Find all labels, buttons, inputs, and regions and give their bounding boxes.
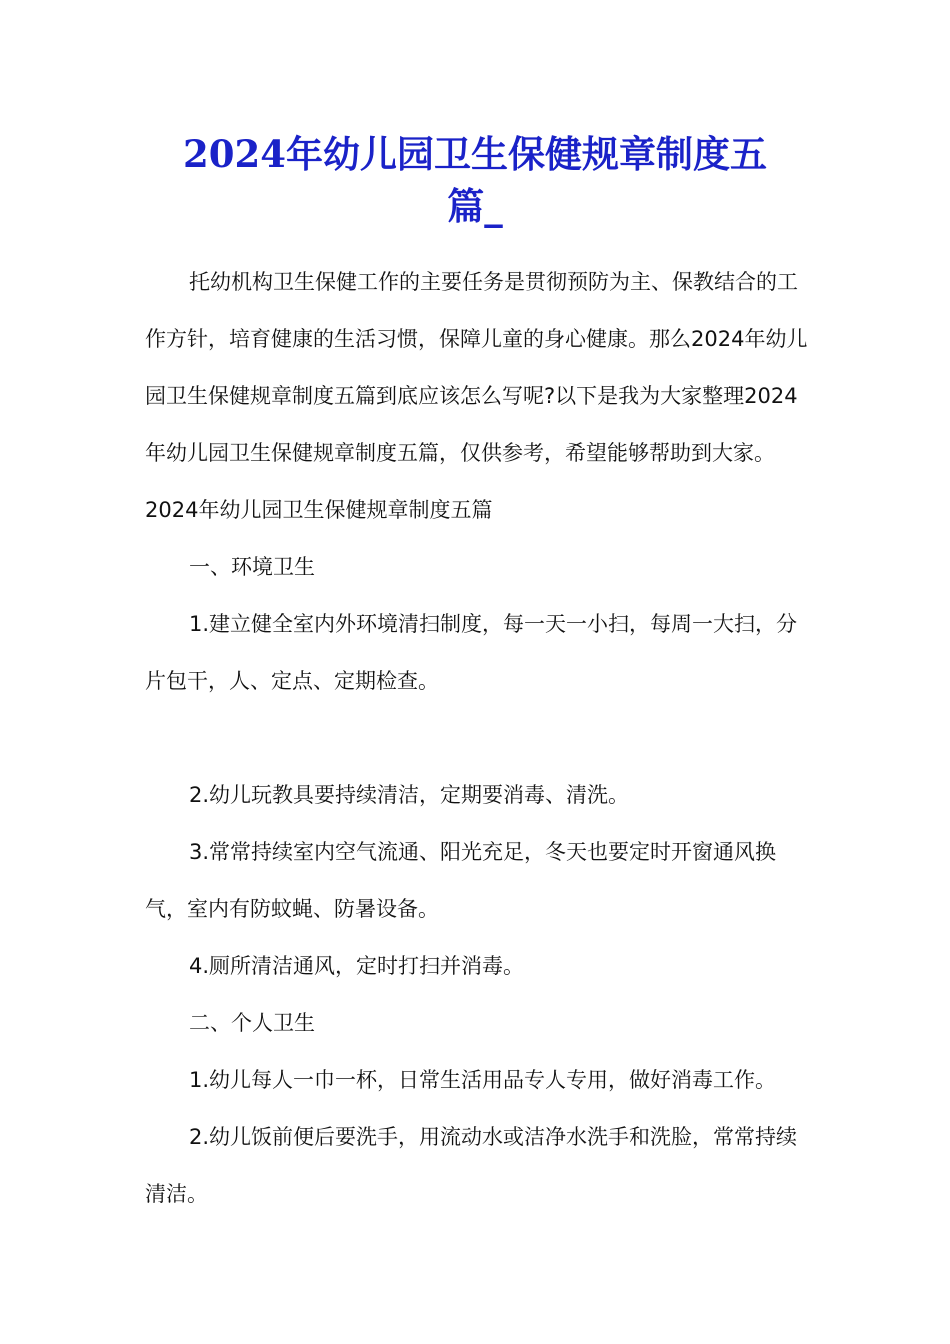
environment-item-3: 3.常常持续室内空气流通、阳光充足，冬天也要定时开窗通风换气，室内有防蚊蝇、防暑设备。 bbox=[145, 840, 777, 921]
personal-item-1: 1.幼儿每人一巾一杯，日常生活用品专人专用，做好消毒工作。 bbox=[189, 1068, 777, 1092]
document-title bbox=[140, 128, 810, 232]
environment-item-1: 1.建立健全室内外环境清扫制度，每一天一小扫，每周一大扫，分片包干，人、定点、定期检查。 bbox=[145, 612, 798, 693]
intro-paragraph: 托幼机构卫生保健工作的主要任务是贯彻预防为主、保教结合的工作方针，培育健康的生活习惯，保障儿童的身心健康。那么2024年幼儿园卫生保健规章制度五篇到底应该怎么写呢?以下是我为大家整理2024年幼儿园卫生保健规章制度五篇，仅供参考，希望能够帮助到大家。2024年幼儿园卫生保健规章制度五篇 bbox=[145, 270, 808, 522]
environment-item-4: 4.厕所清洁通风，定时打扫并消毒。 bbox=[189, 954, 525, 978]
intro-paragraph-block bbox=[145, 254, 815, 710]
body-block-2 bbox=[145, 767, 815, 1223]
environment-item-2: 2.幼儿玩教具要持续清洁，定期要消毒、清洗。 bbox=[189, 783, 630, 807]
title-line-2: 篇_ bbox=[447, 184, 503, 228]
title-line-1: 2024年幼儿园卫生保健规章制度五 bbox=[183, 132, 767, 176]
section-heading-personal: 二、个人卫生 bbox=[189, 1011, 315, 1035]
section-heading-environment: 一、环境卫生 bbox=[189, 555, 315, 579]
personal-item-2: 2.幼儿饭前便后要洗手，用流动水或洁净水洗手和洗脸，常常持续清洁。 bbox=[145, 1125, 798, 1206]
